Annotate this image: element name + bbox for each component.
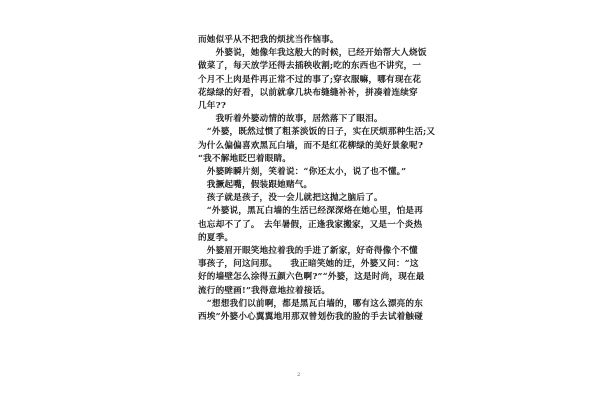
text-line: 而她似乎从不把我的烦扰当作恼事。: [198, 35, 339, 45]
text-line: 外婆眸瞬片刻，笑着说：“你还太小，说了也不懂。”: [198, 166, 407, 177]
text-line: 也忘却不了了。 去年暑假，正逢我家搬家，又是一个炎热: [198, 219, 423, 230]
text-line: 事孩子，问这问那。 我正暗笑她的迂，外婆又问：“这: [198, 259, 419, 270]
text-line: “我不解地眨巴着眼睛。: [198, 153, 292, 164]
text-line: 个月不上肉是件再正常不过的事了;穿衣服嘛，哪有现在花: [198, 74, 422, 85]
text-line: 的夏季。: [198, 232, 234, 243]
text-line: 外婆说，她像年我这般大的时候，已经开始帮大人烧饭: [198, 48, 427, 59]
text-line: 我撅起嘴，假装跟她赌气。: [198, 180, 313, 191]
text-line: 流行的壁画!”我得意地拉着接话。: [198, 285, 331, 296]
text-line: “外婆，既然过惯了粗茶淡饭的日子，实在厌烦那种生活;又: [198, 127, 436, 138]
text-line: “外婆说，黑瓦白墙的生活已经深深烙在她心里，怕是再: [198, 206, 423, 217]
text-line: 孩子就是孩子，没一会儿就把这抛之脑后了。: [198, 193, 383, 204]
text-line: “想想我们以前啊，都是黑瓦白墙的，哪有这么漂亮的东: [198, 298, 423, 309]
text-line: 几年??: [198, 100, 227, 111]
text-line: 好的墙壁怎么涂得五颜六色啊?”“外婆，这是时尚，现在最: [198, 272, 425, 283]
body-text: [198, 34, 436, 324]
text-line: 花绿绿的好看，以前就拿几块布缝缝补补，拼凑着连续穿: [198, 87, 418, 98]
text-line: 西埃”外婆小心翼翼地用那双曾划伤我的脸的手去试着触碰: [198, 311, 423, 322]
text-line: 做菜了，每天放学还得去插秧收割;吃的东西也不讲究，一: [198, 61, 422, 72]
text-line: 外婆眉开眼笑地拉着我的手进了新家，好奇得像个不懂: [198, 246, 418, 256]
text-line: 我听着外婆动情的故事，居然落下了眼泪。: [198, 114, 383, 125]
text-line: 为什么偏偏喜欢黑瓦白墙，而不是红花柳绿的美好景象呢?: [198, 140, 424, 151]
page-number: 2: [297, 372, 301, 378]
